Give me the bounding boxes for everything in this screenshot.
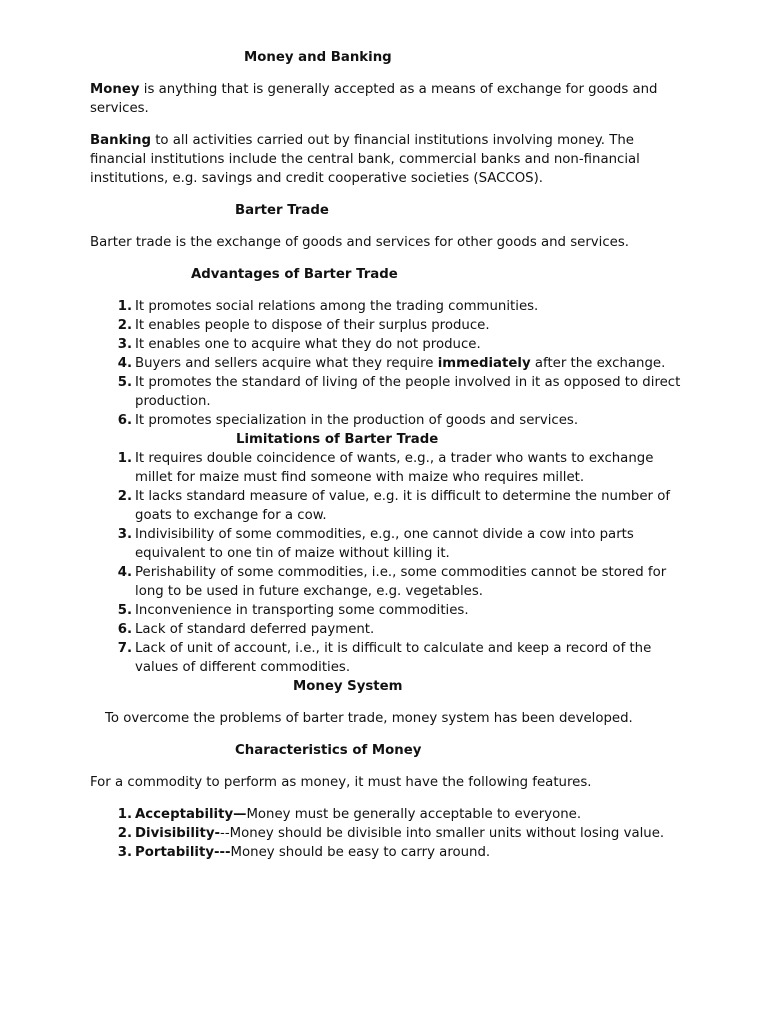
money-definition [90, 80, 690, 118]
list-item: 2. Divisibility---Money should be divisible into smaller units without losing value. [117, 826, 665, 841]
list-item: 3. Indivisibility of some commodities, e.g., one cannot divide a cow into parts equivalent to one tin of maize without killing it. [117, 527, 634, 561]
limitations-list [90, 449, 690, 677]
document-page [90, 48, 690, 862]
list-item: 5. Inconvenience in transporting some commodities. [117, 603, 469, 618]
characteristics-heading: Characteristics of Money [235, 743, 422, 758]
list-item: 3. Portability---Money should be easy to carry around. [117, 845, 491, 860]
list-item: 6. Lack of standard deferred payment. [117, 622, 375, 637]
list-item: 1. It promotes social relations among the trading communities. [117, 299, 539, 314]
list-item: 3. It enables one to acquire what they do not produce. [117, 337, 481, 352]
banking-definition-text: to all activities carried out by financial institutions involving money. The financial institutions include the central bank, commercial banks and non-financial institutions, e.g. savings and credit cooperative societies (SACCOS). [90, 133, 640, 186]
limitations-heading: Limitations of Barter Trade [236, 432, 439, 447]
list-item: 1. Acceptability—Money must be generally acceptable to everyone. [117, 807, 582, 822]
list-item: 4. Buyers and sellers acquire what they require immediately after the exchange. [117, 356, 666, 371]
list-item: 6. It promotes specialization in the production of goods and services. [117, 413, 579, 428]
advantages-list [90, 297, 690, 430]
banking-term: Banking [90, 133, 151, 148]
advantages-heading: Advantages of Barter Trade [191, 267, 398, 282]
barter-trade-heading: Barter Trade [235, 203, 329, 218]
characteristics-intro: For a commodity to perform as money, it must have the following features. [90, 775, 592, 790]
money-system-text: To overcome the problems of barter trade, money system has been developed. [105, 711, 633, 726]
money-term: Money [90, 82, 140, 97]
characteristics-list [90, 805, 690, 862]
page-title: Money and Banking [244, 50, 392, 65]
list-item: 4. Perishability of some commodities, i.e., some commodities cannot be stored for long to be used in future exchange, e.g. vegetables. [117, 565, 667, 599]
list-item: 7. Lack of unit of account, i.e., it is difficult to calculate and keep a record of the values of different commodities. [117, 641, 652, 675]
barter-definition: Barter trade is the exchange of goods and services for other goods and services. [90, 235, 630, 250]
banking-definition [90, 131, 690, 188]
list-item: 2. It lacks standard measure of value, e.g. it is difficult to determine the number of goats to exchange for a cow. [117, 489, 671, 523]
list-item: 5. It promotes the standard of living of the people involved in it as opposed to direct production. [117, 375, 681, 409]
money-definition-text: is anything that is generally accepted as a means of exchange for goods and services. [90, 82, 658, 116]
list-item: 2. It enables people to dispose of their surplus produce. [117, 318, 490, 333]
list-item: 1. It requires double coincidence of wants, e.g., a trader who wants to exchange millet for maize must find someone with maize who requires millet. [117, 451, 654, 485]
money-system-heading: Money System [293, 679, 403, 694]
